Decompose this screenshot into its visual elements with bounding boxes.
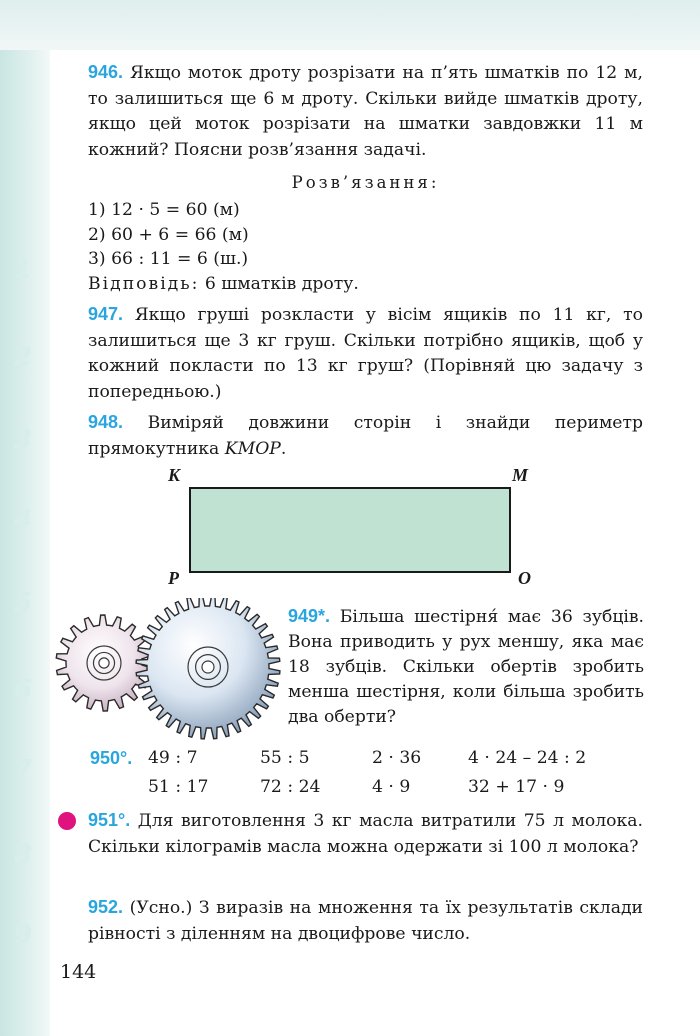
task-951 (88, 808, 643, 860)
side-number: 2 (13, 342, 33, 372)
task-946 (88, 60, 643, 163)
expression: 49 : 7 (148, 748, 198, 768)
solution-step: 2) 60 + 6 = 66 (м) (88, 224, 249, 245)
task-text: Для виготовлення 3 кг масла витратили 75 л молока. Скільки кілограмів масла можна одержати зі 100 л молока? (88, 811, 643, 857)
answer-label: Відповідь: (88, 273, 200, 294)
expression: 4 · 24 – 24 : 2 (468, 748, 587, 768)
solution-steps (88, 198, 359, 296)
task-text: (Усно.) З виразів на множення та їх результатів склади рівності з діленням на двоцифрове число. (88, 898, 644, 944)
expression: 72 : 24 (260, 777, 321, 797)
top-band (0, 0, 700, 50)
side-number: 3 (13, 425, 33, 455)
task-text: Більша шестірня́ має 36 зубців. Вона приводить у рух меншу, яка має 18 зубців. Скільки обертів зробить менша шестірня, коли більша зробить два оберти? (288, 607, 645, 727)
task-text: Якщо груші розкласти у вісім ящиків по 11 кг, то залишиться ще 3 кг груш. Скільки потрібно ящиків, щоб у кожний покласти по 13 кг груш? (Порівняй цю задачу з попередньою.) (88, 305, 643, 402)
task-948: 948. Виміряй довжини сторін і знайди периметр прямокутника KMOP. (88, 412, 643, 459)
side-number: 1 (13, 255, 33, 285)
magenta-bullet-icon (58, 812, 76, 830)
figure-name: KMOP (224, 438, 281, 459)
page-number: 144 (60, 961, 97, 983)
expression: 51 : 17 (148, 777, 209, 797)
side-number: 7 (13, 755, 33, 785)
vertex-label-p: P (168, 568, 179, 588)
side-number: 8 (13, 840, 33, 870)
task-number: 948. (88, 412, 124, 432)
expression: 2 · 36 (372, 748, 422, 768)
solution-heading: Розв’язання: (291, 173, 440, 192)
task-number: 952. (88, 897, 124, 917)
expression: 4 · 9 (372, 777, 411, 797)
expression: 32 + 17 · 9 (468, 777, 565, 797)
expression: 55 : 5 (260, 748, 310, 768)
side-strip (0, 50, 50, 1036)
large-gear-icon (136, 598, 280, 739)
vertex-label-m: M (512, 465, 529, 485)
solution-step: 1) 12 · 5 = 60 (м) (88, 200, 240, 220)
task-number: 949*. (288, 606, 331, 626)
task-number: 946. (88, 62, 124, 82)
side-number: 6 (13, 675, 33, 705)
task-number: 947. (88, 304, 124, 324)
task-number-950: 950°. (90, 748, 133, 768)
task-952 (88, 895, 643, 947)
side-number: 5 (13, 588, 33, 618)
task-947 (88, 302, 643, 405)
solution-step: 3) 66 : 11 = 6 (ш.) (88, 249, 249, 269)
task-number: 951°. (88, 810, 131, 830)
vertex-label-k: K (168, 465, 181, 485)
rectangle-kmop (189, 487, 511, 573)
side-number: 4 (13, 505, 33, 535)
vertex-label-o: O (518, 568, 531, 588)
side-number: 9 (13, 920, 33, 950)
task-text: Виміряй довжини сторін і знайди периметр прямокутника (88, 413, 643, 459)
answer-text: 6 шматків дроту. (204, 273, 359, 294)
gears-illustration (30, 598, 290, 742)
task-text: Якщо моток дроту розрізати на п’ять шматків по 12 м, то залишиться ще 6 м дроту. Скільки вийде шматків дроту, якщо цей моток розрізати на шматки завдовжки 11 м кожний? Поясни розв’язання задачі. (88, 63, 643, 160)
answer-line (88, 272, 359, 297)
task-949 (288, 604, 644, 730)
